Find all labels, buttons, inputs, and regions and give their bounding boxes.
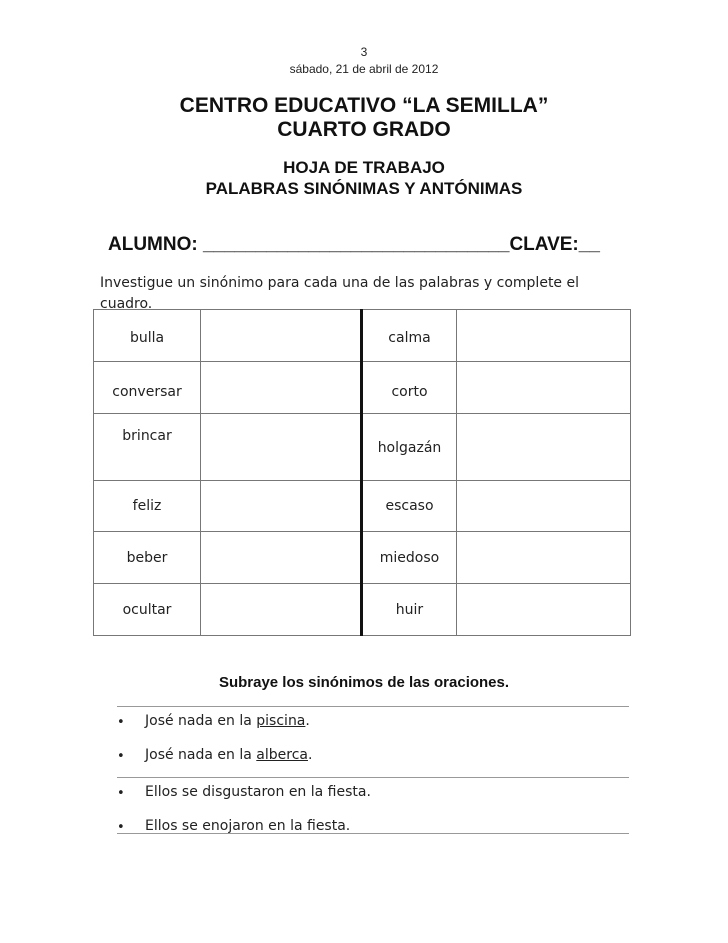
word-cell: bulla bbox=[94, 310, 201, 362]
answer-cell[interactable] bbox=[201, 532, 362, 584]
word-cell: escaso bbox=[362, 481, 457, 532]
sentence-text[interactable]: Ellos se disgustaron en la fiesta. bbox=[145, 784, 371, 800]
table-row bbox=[94, 310, 631, 362]
student-name-blank[interactable]: _____________________________ bbox=[202, 234, 510, 255]
synonym-table bbox=[93, 309, 631, 636]
list-item bbox=[117, 706, 629, 740]
section-title: Subraye los sinónimos de las oraciones. bbox=[218, 674, 510, 691]
bullet-icon: • bbox=[117, 786, 125, 801]
table-row bbox=[94, 481, 631, 532]
table-row bbox=[94, 532, 631, 584]
student-label: ALUMNO: bbox=[108, 234, 198, 255]
word-cell: calma bbox=[362, 310, 457, 362]
key-blank[interactable]: __ bbox=[578, 234, 600, 255]
word-cell: ocultar bbox=[94, 584, 201, 636]
page-number: 3 bbox=[360, 45, 368, 59]
sentence-text: José nada en la alberca. bbox=[145, 747, 313, 763]
bullet-icon: • bbox=[117, 820, 125, 835]
word-cell: corto bbox=[362, 362, 457, 414]
sentence-text: José nada en la piscina. bbox=[145, 713, 310, 729]
answer-cell[interactable] bbox=[201, 584, 362, 636]
list-item bbox=[117, 811, 629, 845]
sentence-text[interactable]: Ellos se enojaron en la fiesta. bbox=[145, 818, 351, 834]
underlined-word[interactable]: alberca bbox=[256, 747, 308, 763]
bullet-icon: • bbox=[117, 749, 125, 764]
word-cell: holgazán bbox=[362, 414, 457, 481]
answer-cell[interactable] bbox=[457, 414, 631, 481]
word-cell: huir bbox=[362, 584, 457, 636]
grade-title: CUARTO GRADO bbox=[277, 118, 451, 141]
answer-cell[interactable] bbox=[201, 310, 362, 362]
answer-cell[interactable] bbox=[201, 414, 362, 481]
divider bbox=[117, 833, 629, 834]
underlined-word[interactable]: piscina bbox=[256, 713, 306, 729]
school-title: CENTRO EDUCATIVO “LA SEMILLA” bbox=[179, 94, 549, 117]
table-row bbox=[94, 584, 631, 636]
list-item bbox=[117, 777, 629, 811]
answer-cell[interactable] bbox=[457, 362, 631, 414]
word-cell: beber bbox=[94, 532, 201, 584]
word-cell: miedoso bbox=[362, 532, 457, 584]
word-cell: brincar bbox=[94, 414, 201, 481]
header-date: sábado, 21 de abril de 2012 bbox=[289, 62, 439, 76]
key-label: CLAVE: bbox=[509, 234, 579, 255]
instructions: Investigue un sinónimo para cada una de las palabras y complete el cuadro. bbox=[100, 275, 579, 312]
word-cell: feliz bbox=[94, 481, 201, 532]
student-line bbox=[108, 234, 600, 256]
answer-cell[interactable] bbox=[201, 481, 362, 532]
worksheet-title: HOJA DE TRABAJO bbox=[283, 158, 445, 177]
answer-cell[interactable] bbox=[457, 481, 631, 532]
list-item bbox=[117, 740, 629, 774]
word-cell: conversar bbox=[94, 362, 201, 414]
topic-title: PALABRAS SINÓNIMAS Y ANTÓNIMAS bbox=[205, 179, 523, 198]
table-row bbox=[94, 362, 631, 414]
table-row bbox=[94, 414, 631, 481]
answer-cell[interactable] bbox=[201, 362, 362, 414]
bullet-icon: • bbox=[117, 715, 125, 730]
answer-cell[interactable] bbox=[457, 584, 631, 636]
answer-cell[interactable] bbox=[457, 532, 631, 584]
answer-cell[interactable] bbox=[457, 310, 631, 362]
